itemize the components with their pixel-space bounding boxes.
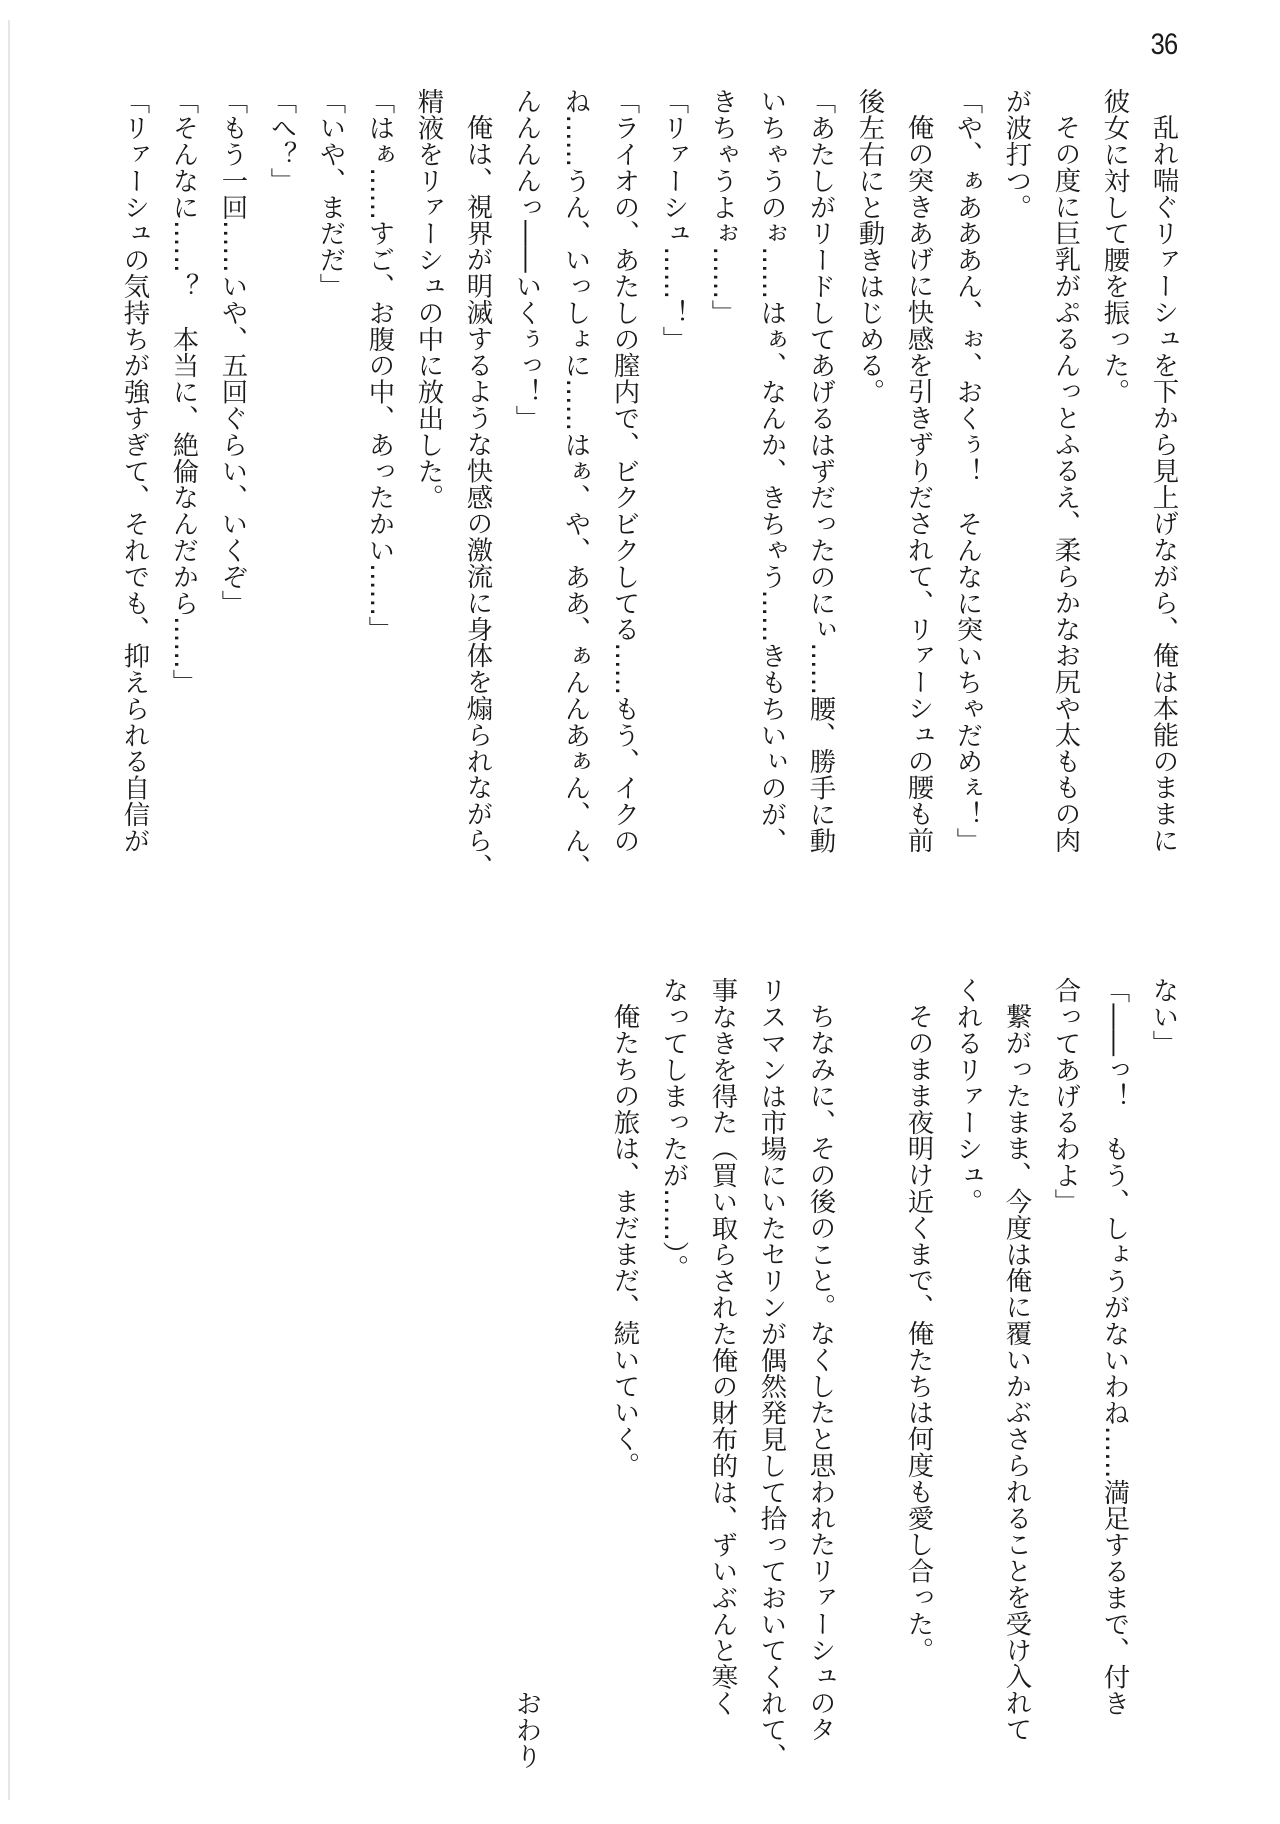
text-line: 彼女に対して腰を振った。 — [1099, 88, 1130, 405]
page-number: 36 — [1150, 28, 1178, 61]
text-line: 事なきを得た（買い取らされた俺の財布的は、ずいぶんと寒く — [707, 977, 738, 1717]
dialogue-line: 「もう一回……いや、五回ぐらい、いくぞ」 — [217, 88, 248, 616]
text-line: なってしまったが……）。 — [658, 977, 689, 1281]
text-line: 精液をリァーシュの中に放出した。 — [413, 88, 444, 511]
text-line: 俺の突きあげに快感を引きずりだされて、リァーシュの腰も前 — [903, 114, 934, 854]
blank-line — [845, 977, 894, 1769]
dialogue-line: 「へ？」 — [266, 88, 297, 194]
dialogue-line: 「はぁ……すご、お腹の中、あったかい……」 — [364, 88, 395, 643]
text-block-lower — [502, 977, 1188, 1769]
dialogue-line: 「――っ！ もう、しょうがないわね……満足するまで、付き — [1099, 977, 1130, 1717]
dialogue-line: 「いや、まだだ」 — [315, 88, 346, 300]
dialogue-line: 「リァーシュの気持ちが強すぎて、それでも、抑えられる自信が — [119, 88, 150, 854]
text-line: 俺は、視界が明滅するような快感の激流に身体を煽られながら、 — [462, 114, 493, 880]
text-line: ちなみに、その後のこと。なくしたと思われたリァーシュのタ — [805, 1003, 836, 1743]
dialogue-line: 「や、ぁあああん、ぉ、おくぅ！ そんなに突いちゃだめぇ！」 — [952, 88, 983, 854]
text-line: そのまま夜明け近くまで、俺たちは何度も愛し合った。 — [903, 1003, 934, 1664]
text-line: が波打つ。 — [1001, 88, 1032, 220]
dialogue-line: ね……うん、いっしょに……はぁ、や、ああ、ぁんんあぁん、ん、 — [560, 88, 591, 880]
dialogue-line: 「あたしがリードしてあげるはずだったのにぃ……腰、勝手に動 — [805, 88, 836, 854]
text-line: 乱れ喘ぐリァーシュを下から見上げながら、俺は本能のままに — [1148, 114, 1179, 854]
scan-edge-line — [8, 20, 10, 1800]
text-line: くれるリァーシュ。 — [952, 977, 983, 1215]
dialogue-line: 合ってあげるわよ」 — [1050, 977, 1081, 1215]
text-line: 俺たちの旅は、まだまだ、続いていく。 — [609, 1003, 640, 1479]
dialogue-line: んんんんっ――いくぅっ！」 — [511, 88, 542, 432]
text-block-upper — [110, 88, 1188, 880]
dialogue-line: 「ライオの、あたしの膣内で、ビクビクしてる……もう、イクの — [609, 88, 640, 854]
dialogue-line: 「リァーシュ……！」 — [658, 88, 689, 352]
the-end-mark: おわり — [511, 1689, 542, 1769]
text-line: 後左右にと動きはじめる。 — [854, 88, 885, 405]
text-line: 繋がったまま、今度は俺に覆いかぶさられることを受け入れて — [1001, 1003, 1032, 1743]
blank-line — [551, 977, 600, 1769]
dialogue-line: いちゃうのぉ……はぁ、なんか、きちゃう……きもちいぃのが、 — [756, 88, 787, 854]
text-line: その度に巨乳がぷるんっとふるえ、柔らかなお尻や太ももの肉 — [1050, 114, 1081, 854]
text-line: リスマンは市場にいたセリンが偶然発見して拾っておいてくれて、 — [756, 977, 787, 1769]
dialogue-line: ない」 — [1148, 977, 1179, 1057]
dialogue-line: きちゃうよぉ……」 — [707, 88, 738, 326]
dialogue-line: 「そんなに……？ 本当に、絶倫なんだから……」 — [168, 88, 199, 696]
